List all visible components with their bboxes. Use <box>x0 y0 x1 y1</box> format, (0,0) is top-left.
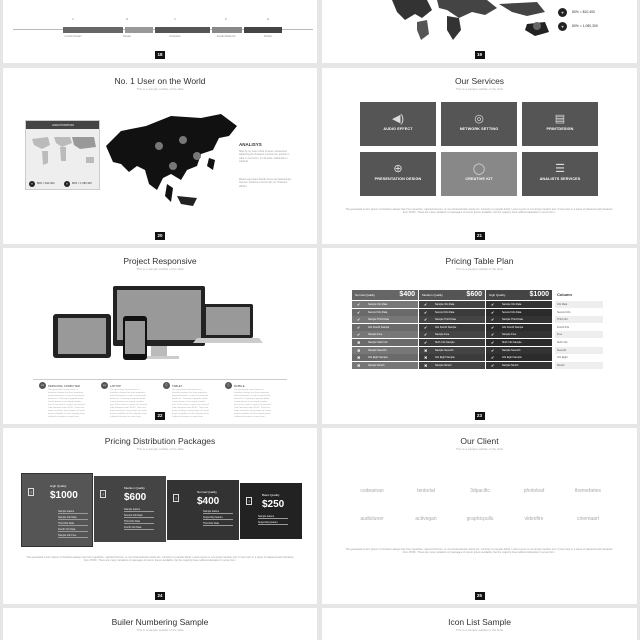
plan-row-label: Sample Info Data <box>368 303 388 306</box>
plan-name: Normal Quality <box>355 293 375 297</box>
device-description: The generated Lorem Ipsum is therefore always free from repetition, injected humour, or non-characteristic words etc. Contrary to popular belief, Lorem Ipsum is not simply random text. It has roots in a piece of classical Latin literature from 45 BC. There are many variations of passages of Lorem Ipsum available, but the majority have suffered alteration in some form. <box>234 389 271 418</box>
plan-row-label: Sixth Info Sample <box>502 341 522 344</box>
package-feature: Sample feature <box>258 515 288 519</box>
package-quality: Normal Quality <box>197 490 217 494</box>
cross-icon: ✖ <box>357 362 361 368</box>
slide-19[interactable] <box>322 0 637 63</box>
slide-subtitle: This is a sample subtitle of the slide <box>455 447 504 451</box>
check-icon: ✔ <box>491 340 495 345</box>
question-icon: ? <box>29 490 33 495</box>
page-number: 19 <box>475 51 485 59</box>
plan-row <box>486 362 552 369</box>
service-label: ANALISTS SERVICES <box>539 177 581 181</box>
client-logo: codeaman <box>360 488 384 494</box>
package-feature: Sample feature <box>203 510 233 514</box>
plan-row-label: Sample Info Data <box>435 303 455 306</box>
description-paragraph: The generated Lorem Ipsum is therefore always free from repetition, injected humour, or non-characteristic words etc. Contrary to popular belief, Lorem Ipsum is not simply random text. It has roots in a piece of classical Latin literature from 45 BC. There are many variations of passages of Lorem Ipsum available, but the majority have suffered alteration in some form. <box>345 208 613 215</box>
check-icon: ✔ <box>357 332 361 338</box>
client-logo: activegan <box>415 516 437 522</box>
package-feature: Sample feature <box>58 510 88 514</box>
slide-subtitle: This is a sample subtitle of the slide <box>455 87 504 91</box>
check-icon: ✔ <box>424 302 428 307</box>
service-label: PRESENTATION DESIGN <box>374 177 422 181</box>
check-icon: ✔ <box>357 302 361 307</box>
divider <box>33 379 287 380</box>
timeline-label: Contoh Desain <box>64 35 82 38</box>
slide-22[interactable] <box>3 248 317 424</box>
package-card-basic[interactable] <box>240 483 302 539</box>
mini-world-map-icon <box>26 131 101 173</box>
timeline-label: Desain <box>122 35 132 38</box>
check-icon: ✔ <box>491 324 495 330</box>
cross-icon: ✖ <box>357 355 361 361</box>
page-number: 23 <box>475 412 485 420</box>
timeline-segment <box>125 27 153 33</box>
package-quality: Medium Quality <box>124 486 145 490</box>
client-logo: 3dpacific <box>470 488 490 494</box>
plan-row-label: Sample Nineth <box>368 363 385 367</box>
cross-icon: ✖ <box>424 362 428 368</box>
timeline-label: Animation <box>169 35 181 38</box>
slide-title: No. 1 User on the World <box>114 76 206 86</box>
slide-title: Pricing Distribution Packages <box>104 436 216 446</box>
cross-icon: ✖ <box>424 347 428 353</box>
analysis-paragraph: Slide by my team. Dolor sit amet, consectetur adipiscing elit. Praesent in lectus est, pretium in nulla. In nec lorem. In nisi tellus, sollicitudin et vehicula. <box>239 150 290 164</box>
slide-title: Our Services <box>454 76 505 86</box>
speaker-icon: ◀) <box>391 113 405 125</box>
package-feature: Supporting feature <box>258 521 288 525</box>
check-icon: ✔ <box>357 317 361 323</box>
plan-row-label: Sixth Info Sample <box>435 341 455 344</box>
plan-row <box>486 324 552 331</box>
pricing-table <box>352 290 612 390</box>
service-card-network[interactable] <box>441 102 517 146</box>
plan-row <box>486 331 552 338</box>
page-number: 25 <box>475 592 485 600</box>
package-feature: Sample Info Data <box>58 516 88 520</box>
timeline-segment <box>63 27 123 33</box>
plan-row <box>352 301 418 308</box>
column-item: Third Info <box>555 316 603 323</box>
responsive-devices-illustration <box>53 286 263 366</box>
panel-header: ASIA POSITION <box>26 121 99 129</box>
column-item: Second Info <box>555 309 603 316</box>
service-card-analysts[interactable] <box>522 152 598 196</box>
package-price: $600 <box>124 492 147 503</box>
plan-row <box>486 339 552 346</box>
service-card-creative[interactable] <box>441 152 517 196</box>
plan-row <box>419 362 485 369</box>
tablet-icon: ▯ <box>163 382 170 389</box>
service-label: AUDIO EFFECT <box>383 127 413 131</box>
package-feature: Fourth Info Data <box>58 528 88 532</box>
timeline-marker: B <box>126 18 128 21</box>
plan-header[interactable] <box>486 290 552 300</box>
service-card-presentation[interactable] <box>360 152 436 196</box>
printer-icon: ▤ <box>554 113 566 125</box>
plan-row <box>419 354 485 361</box>
check-icon: ✔ <box>491 302 495 307</box>
service-label: PRINTDESIGN <box>546 127 574 131</box>
plan-row-label: Info Fourth Sample <box>502 325 524 329</box>
plan-row-label: Info Eight Sample <box>502 356 522 360</box>
client-logo: photoleaf <box>523 488 545 494</box>
stat-b: 80% = 1,080,300 <box>72 182 92 185</box>
cross-icon: ✖ <box>357 340 361 345</box>
column-item: Nineth <box>555 362 603 369</box>
package-feature: Supporting feature <box>203 516 233 520</box>
plan-row-label: Sample Free <box>368 333 383 337</box>
page-number: 20 <box>155 232 165 240</box>
package-price: $400 <box>197 496 220 507</box>
globe-icon: ⊕ <box>393 163 403 175</box>
plan-row <box>419 301 485 308</box>
check-icon: ✔ <box>491 362 495 368</box>
plan-row <box>352 331 418 338</box>
slide-title: Builer Numbering Sample <box>111 617 209 627</box>
analysis-paragraph: Mauris eget quam blandit. Fusce ac pellentesque rhoncus. Vivamus ut lectus nisi, etc. Praesent efficitur. <box>239 178 292 188</box>
column-item: Info Data <box>555 301 603 308</box>
device-description: The generated Lorem Ipsum is therefore always free from repetition, injected humour, or non-characteristic words etc. Contrary to popular belief, Lorem Ipsum is not simply random text. It has roots in a piece of classical Latin literature from 45 BC. There are many variations of passages of Lorem Ipsum available, but the majority have suffered alteration in some form. <box>172 389 209 418</box>
check-icon: ✔ <box>424 324 428 330</box>
plan-row-label: Sample Nineth <box>502 363 519 367</box>
timeline-label: Social Media Ad <box>216 35 236 38</box>
check-icon: ✔ <box>424 332 428 338</box>
timeline-marker: A <box>72 18 74 21</box>
package-feature: Third Info Data <box>58 522 88 526</box>
plan-row <box>419 309 485 316</box>
slide-25[interactable] <box>322 428 637 604</box>
client-logo: graphicpulls <box>466 516 494 522</box>
plan-row <box>419 324 485 331</box>
slide-title: Pricing Table Plan <box>445 256 514 266</box>
package-feature: Third Info Data <box>124 520 154 524</box>
plan-row-label: Second Info Data <box>368 310 388 314</box>
plan-row-label: Second Info Data <box>502 310 522 314</box>
plan-row <box>352 309 418 316</box>
cross-icon: ✖ <box>357 347 361 353</box>
package-feature: Third Info Data <box>203 522 233 526</box>
slide-26[interactable] <box>3 608 317 640</box>
cross-icon: ✖ <box>424 355 428 361</box>
page-number: 24 <box>155 592 165 600</box>
check-icon: ✔ <box>491 317 495 323</box>
plan-row <box>352 339 418 346</box>
column-item: Info Eight <box>555 354 603 361</box>
antenna-icon: ◎ <box>474 113 484 125</box>
description-paragraph: The generated Lorem Ipsum is therefore always free from repetition, injected humour, or non-characteristic words etc. Contrary to popular belief, Lorem Ipsum is not simply random text. It has roots in a piece of classical Latin literature from 45 BC. There are many variations of passages of Lorem Ipsum available, but the majority have suffered alteration in some form. <box>345 548 613 555</box>
question-icon: ? <box>174 496 178 501</box>
slide-20[interactable] <box>3 68 317 244</box>
check-icon: ✔ <box>491 309 495 315</box>
slide-subtitle: This is a sample subtitle of the slide <box>136 87 184 91</box>
plan-row <box>486 347 552 354</box>
plan-price: $1000 <box>529 291 549 298</box>
timeline-label: Mobile <box>264 35 272 38</box>
plan-row-label: Sample Third Data <box>368 318 389 322</box>
slide-subtitle: This is a sample subtitle of the slide <box>136 628 184 632</box>
device-description: The generated Lorem Ipsum is therefore always free from repetition, injected humour, or non-characteristic words etc. Contrary to popular belief, Lorem Ipsum is not simply random text. It has roots in a piece of classical Latin literature from 45 BC. There are many variations of passages of Lorem Ipsum available, but the majority have suffered alteration in some form. <box>48 389 85 418</box>
service-card-audio[interactable] <box>360 102 436 146</box>
check-icon: ✔ <box>357 324 361 330</box>
plan-row <box>352 362 418 369</box>
client-logo: videofire <box>524 516 544 522</box>
stat-text: 80% = 1,080,300 <box>572 24 598 28</box>
timeline-marker: D <box>225 18 227 21</box>
question-icon: ? <box>101 492 105 497</box>
device-label: LAPTOP <box>110 384 121 388</box>
plan-row <box>352 347 418 354</box>
plan-row <box>419 347 485 354</box>
slide-subtitle: This is a sample subtitle of the slide <box>455 628 504 632</box>
laptop-icon: ▭ <box>102 383 107 387</box>
device-label: MOBILE <box>234 384 245 388</box>
plan-row <box>352 324 418 331</box>
plan-row-label: Sample Nineth <box>435 363 452 367</box>
plan-row <box>486 309 552 316</box>
stat-a: 80% = $10,400 <box>37 182 55 185</box>
check-icon: ✔ <box>424 340 428 345</box>
package-card-normal[interactable] <box>167 480 239 540</box>
package-feature: Second Info Data <box>124 514 154 518</box>
timeline-segment <box>244 27 282 33</box>
client-logo: cinemaart <box>577 516 599 522</box>
pin-icon: ⌖ <box>558 8 567 17</box>
column-item: Fourth Info <box>555 324 603 331</box>
slide-24[interactable] <box>3 428 317 604</box>
plan-header[interactable] <box>419 290 485 300</box>
plan-row <box>419 339 485 346</box>
plan-price: $600 <box>466 291 482 298</box>
plan-row-label: Sample Free <box>435 333 450 337</box>
computer-icon: ▭ <box>40 383 45 387</box>
device-label: PERSONAL COMPUTER <box>48 384 80 388</box>
device-label: TABLET <box>172 384 183 388</box>
package-price: $1000 <box>50 490 78 501</box>
plan-row-label: Sample Seventh <box>502 348 521 352</box>
check-icon: ✔ <box>357 309 361 315</box>
package-quality: High Quality <box>50 484 67 488</box>
plan-row <box>486 301 552 308</box>
pin-icon: ⌖ <box>29 181 35 187</box>
package-feature: Sample Info Free <box>58 534 88 538</box>
timeline-segment <box>155 27 210 33</box>
slide-title: Project Responsive <box>123 256 197 266</box>
device-description: The generated Lorem Ipsum is therefore always free from repetition, injected humour, or non-characteristic words etc. Contrary to popular belief, Lorem Ipsum is not simply random text. It has roots in a piece of classical Latin literature from 45 BC. There are many variations of passages of Lorem Ipsum available, but the majority have suffered alteration in some form. <box>110 389 147 418</box>
asia-map-icon <box>101 106 241 216</box>
package-feature: Sample feature <box>124 508 154 512</box>
package-price: $250 <box>262 499 285 510</box>
lightbulb-icon: ◯ <box>472 163 486 175</box>
plan-row <box>352 316 418 323</box>
timeline-marker: E <box>267 18 269 21</box>
plan-row-label: Sample Seventh <box>368 348 387 352</box>
pin-icon: ⌖ <box>64 181 70 187</box>
plan-row <box>419 316 485 323</box>
check-icon: ✔ <box>491 332 495 338</box>
check-icon: ✔ <box>424 309 428 315</box>
plan-name: High Quality <box>489 293 506 297</box>
package-feature: Fourth Info Data <box>124 526 154 530</box>
plan-row-label: Second Info Data <box>435 310 455 314</box>
client-logo: tentorial <box>417 488 435 494</box>
page-number: 21 <box>475 232 485 240</box>
package-card-high[interactable] <box>21 473 93 547</box>
slide-title: Our Client <box>460 436 499 446</box>
world-map-icon <box>387 0 557 42</box>
analysis-title: ANALISYS <box>239 142 262 147</box>
plan-row <box>352 354 418 361</box>
plan-row-label: Info Eight Sample <box>435 356 455 360</box>
slide-18[interactable] <box>3 0 317 63</box>
slide-23[interactable] <box>322 248 637 424</box>
column-title: Column <box>557 292 572 297</box>
check-icon: ✔ <box>491 355 495 361</box>
question-icon: ? <box>247 499 251 504</box>
plan-row-label: Sample Sixth Info <box>368 341 388 344</box>
column-item: Free <box>555 331 603 338</box>
plan-row-label: Info Fourth Sample <box>368 325 390 329</box>
database-icon: ☰ <box>555 163 565 175</box>
client-logo: themebetes <box>574 488 602 494</box>
plan-row <box>486 354 552 361</box>
client-logo: audioluner <box>360 516 384 522</box>
plan-price: $400 <box>399 291 415 298</box>
service-card-print[interactable] <box>522 102 598 146</box>
slide-27[interactable] <box>322 608 637 640</box>
plan-row-label: Sample Seventh <box>435 348 454 352</box>
slide-subtitle: This is a sample subtitle of the slide <box>455 267 504 271</box>
package-quality: Basic Quality <box>262 493 280 497</box>
plan-header[interactable] <box>352 290 418 300</box>
plan-row-label: Info Eight Sample <box>368 356 388 360</box>
check-icon: ✔ <box>424 317 428 323</box>
check-icon: ✔ <box>491 347 495 353</box>
plan-row-label: Sample Third Data <box>502 318 523 322</box>
column-item: Seventh <box>555 347 603 354</box>
page-number: 22 <box>155 412 165 420</box>
slide-subtitle: This is a sample subtitle of the slide <box>136 447 184 451</box>
service-label: CREATIVE KIT <box>465 177 493 181</box>
timeline-marker: C <box>174 18 176 21</box>
description-paragraph: The generated Lorem Ipsum is therefore always free from repetition, injected humour, or non-characteristic words etc. Contrary to popular belief, Lorem Ipsum is not simply random text. It has roots in a piece of classical Latin literature from 45 BC. There are many variations of passages of Lorem Ipsum available, but the majority have suffered alteration in some form. <box>26 556 294 563</box>
plan-row-label: Info Fourth Sample <box>435 325 457 329</box>
page-number: 18 <box>155 51 165 59</box>
timeline-segment <box>212 27 242 33</box>
plan-row-label: Sample Info Data <box>502 303 522 306</box>
pin-icon: ⌖ <box>558 22 567 31</box>
phone-icon: ▯ <box>225 382 232 389</box>
asia-position-panel <box>25 120 100 190</box>
plan-name: Medium Quality <box>422 293 443 297</box>
service-label: NETWORK SETTING <box>459 127 499 131</box>
slide-subtitle: This is a sample subtitle of the slide <box>136 267 184 271</box>
plan-row-label: Sample Third Data <box>435 318 456 322</box>
plan-row-label: Sample Free <box>502 333 517 337</box>
slide-title: Icon List Sample <box>448 617 511 627</box>
column-item: Sixth Info <box>555 339 603 346</box>
slide-21[interactable] <box>322 68 637 244</box>
plan-row <box>419 331 485 338</box>
package-card-medium[interactable] <box>94 476 166 542</box>
stat-text: 80% = $10,400 <box>572 10 595 14</box>
plan-row <box>486 316 552 323</box>
